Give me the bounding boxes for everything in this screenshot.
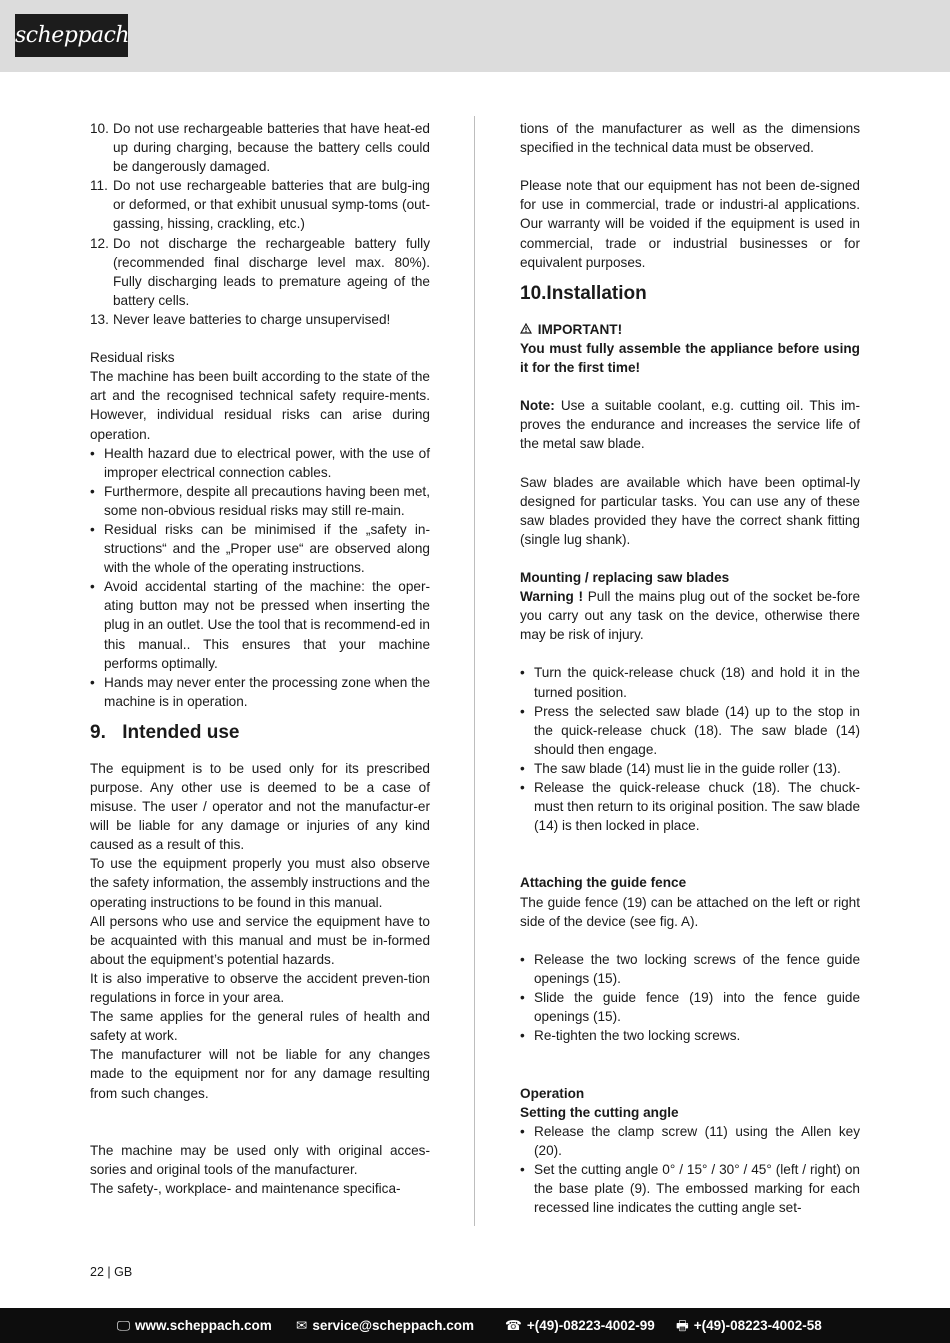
warning-triangle-icon [520, 320, 534, 339]
accessories-para: The safety-, workplace- and maintenance specifica- [90, 1180, 401, 1196]
list-item: • Residual risks can be minimised if the „safety in-structions“ and the „Proper use“ are observed along with the whole of the operating instructions. [90, 521, 430, 576]
phone-icon: ☎ [505, 1318, 522, 1333]
list-item: • Release the quick-release chuck (18). The chuck-must then return to its original position. The saw blade (14) is then locked in place. [520, 780, 860, 834]
saw-blades-para: Saw blades are available which have been optimal-ly designed for particular tasks. You can use any of these saw blades provided they have the correct shank fitting (single lug shank). [520, 474, 860, 547]
numbered-item: 12. Do not discharge the rechargeable battery fully (recommended final discharge level max. 80%). Fully discharging leads to premature ageing of the battery cells. [90, 235, 430, 308]
page-header [0, 0, 950, 72]
section-10-heading: 10.Installation [520, 282, 647, 304]
intended-use-para: The equipment is to be used only for its prescribed purpose. Any other use is deemed to be a case of misuse. The user / operator and not the manufactur-er will be liable for any damage or injuries of any kind caused as a result of this. [90, 760, 430, 853]
list-item: • Furthermore, despite all precautions having been met, some non-obvious residual risks may still re-main. [90, 483, 430, 518]
section-9-heading: 9. Intended use [90, 721, 240, 743]
footer-email[interactable]: ✉ service@scheppach.com [296, 1318, 475, 1333]
computer-icon: 🖵 [117, 1318, 131, 1333]
intended-use-para: It is also imperative to observe the accident preven-tion regulations in force in your area. [90, 970, 430, 1006]
list-item: • Set the cutting angle 0° / 15° / 30° / 45° (left / right) on the base plate (9). The embossed marking for each recessed line indicates the cutting angle set- [520, 1161, 860, 1216]
scheppach-logo: scheppach [15, 14, 128, 57]
intended-use-para: All persons who use and service the equipment have to be acquainted with this manual and must be in-formed about the equipment’s potential hazards. [90, 913, 430, 967]
residual-risks-intro: The machine has been built according to the state of the art and the recognised technical safety require-ments. However, individual residual risks can arise during operation. [90, 369, 430, 442]
operation-heading: Operation [520, 1085, 585, 1101]
footer-phone[interactable]: ☎ +(49)-08223-4002-99 [505, 1318, 655, 1333]
accessories-para: The machine may be used only with original acces-sories and original tools of the manufacturer. [90, 1142, 430, 1177]
cutting-angle-heading: Setting the cutting angle [520, 1104, 679, 1120]
list-item: • Re-tighten the two locking screws. [520, 1028, 741, 1044]
numbered-item: 10. Do not use rechargeable batteries that have heat-ed up during charging, because the battery cells could be dangerously damaged. [90, 121, 430, 175]
footer-website[interactable]: 🖵 www.scheppach.com [117, 1318, 272, 1333]
list-item: • Press the selected saw blade (14) up to the stop in the quick-release chuck (18). The saw blade (14) should then engage. [520, 703, 860, 757]
mail-icon: ✉ [296, 1318, 308, 1333]
list-item: • Turn the quick-release chuck (18) and hold it in the turned position. [520, 665, 860, 700]
intended-use-para: The manufacturer will not be liable for any changes made to the equipment nor for any damage resulting from such changes. [90, 1047, 430, 1101]
list-item: • Hands may never enter the processing zone when the machine is in operation. [90, 674, 430, 709]
left-column [90, 119, 430, 1198]
continuation-para: tions of the manufacturer as well as the dimensions specified in the technical data must be observed. [520, 121, 860, 156]
list-item: • Health hazard due to electrical power, with the use of improper electrical connection cables. [90, 445, 430, 480]
numbered-item: 11. Do not use rechargeable batteries that are bulg-ing or deformed, or that exhibit unusual symp-toms (out-gassing, hissing, crackling, etc.) [90, 178, 430, 232]
column-divider [474, 116, 475, 1226]
guide-fence-para: The guide fence (19) can be attached on the left or right side of the device (see fig. A). [520, 894, 860, 929]
fax-icon: 🖶 [676, 1318, 689, 1333]
list-item: • Release the clamp screw (11) using the Allen key (20). [520, 1123, 860, 1158]
note-para: Note: Use a suitable coolant, e.g. cutting oil. This im-proves the endurance and increases the service life of the metal saw blade. [520, 398, 860, 452]
list-item: • Avoid accidental starting of the machine: the oper-ating button may not be pressed when inserting the plug in an outlet. Use the tool that is recommend-ed in this manual.. This ensures that your machine performs optimally. [90, 579, 430, 671]
intended-use-para: The same applies for the general rules of health and safety at work. [90, 1009, 430, 1044]
page-number: 22 | GB [90, 1265, 133, 1279]
intended-use-para: To use the equipment properly you must also observe the safety information, the assembly instructions and the operating instructions to be found in this manual. [90, 856, 430, 910]
numbered-item: 13. Never leave batteries to charge unsupervised! [90, 311, 391, 327]
residual-risks-heading: Residual risks [90, 350, 175, 366]
footer-fax[interactable]: 🖶 +(49)-08223-4002-58 [676, 1318, 822, 1333]
warning-para: Warning ! Pull the mains plug out of the socket be-fore you carry out any task on the device, otherwise there may be risk of injury. [520, 589, 861, 643]
warranty-para: Please note that our equipment has not been de-signed for use in commercial, trade or industri-al applications. Our warranty will be voided if the equipment is used in commercial, trade or industrial businesses or for equivalent purposes. [520, 178, 860, 270]
list-item: • Release the two locking screws of the fence guide openings (15). [520, 951, 860, 986]
list-item: • The saw blade (14) must lie in the guide roller (13). [520, 760, 841, 776]
important-label: IMPORTANT! [520, 320, 860, 339]
list-item: • Slide the guide fence (19) into the fence guide openings (15). [520, 990, 860, 1025]
guide-fence-heading: Attaching the guide fence [520, 875, 687, 891]
page-footer [0, 1308, 950, 1343]
important-text: You must fully assemble the appliance before using it for the first time! [520, 340, 860, 375]
mounting-heading: Mounting / replacing saw blades [520, 569, 730, 585]
right-column [520, 119, 860, 1217]
